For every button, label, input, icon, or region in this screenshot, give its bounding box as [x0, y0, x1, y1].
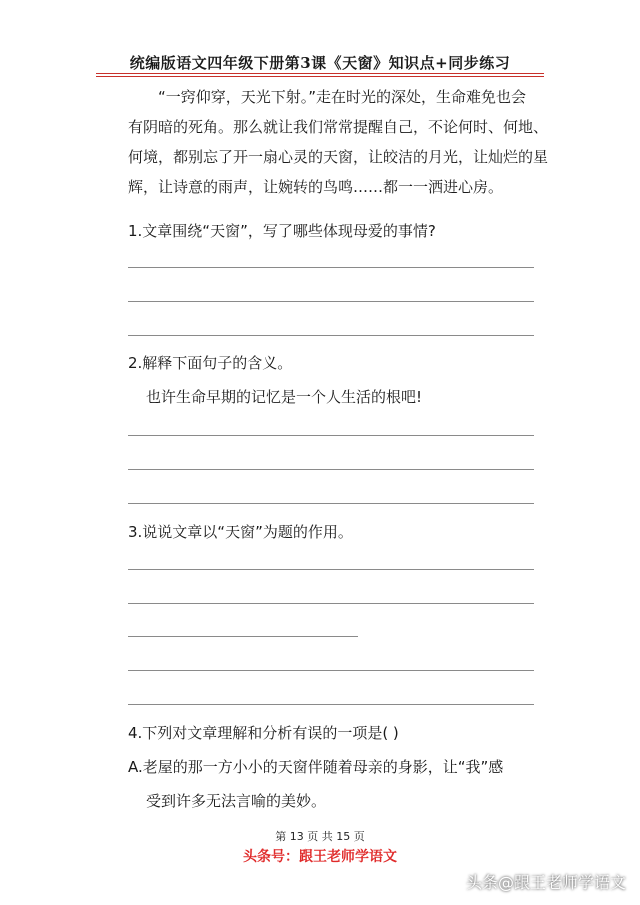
- header-rule-bottom: [96, 76, 544, 77]
- question-1: 1.文章围绕“天窗”，写了哪些体现母爱的事情?: [128, 222, 436, 240]
- passage-line: 辉，让诗意的雨声，让婉转的鸟鸣……都一一洒进心房。: [128, 178, 504, 196]
- question-4: 4.下列对文章理解和分析有误的一项是( ): [128, 724, 399, 742]
- answer-line[interactable]: [128, 569, 534, 570]
- header-rule-top: [96, 73, 544, 74]
- answer-line[interactable]: [128, 704, 534, 705]
- passage-line: “一窍仰穿，天光下射。”走在时光的深处，生命难免也会: [158, 88, 527, 106]
- source-label: 头条号：跟王老师学语文: [243, 849, 397, 865]
- answer-line[interactable]: [128, 301, 534, 302]
- answer-line[interactable]: [128, 636, 358, 637]
- answer-line[interactable]: [128, 435, 534, 436]
- watermark: 头条@跟王老师学语文: [465, 873, 626, 892]
- question-4-option-a-cont: 受到许多无法言喻的美妙。: [146, 792, 327, 810]
- question-4-option-a: A.老屋的那一方小小的天窗伴随着母亲的身影，让“我”感: [128, 758, 504, 776]
- answer-line[interactable]: [128, 469, 534, 470]
- page-number: 第 13 页 共 15 页: [275, 830, 365, 843]
- question-3: 3.说说文章以“天窗”为题的作用。: [128, 523, 353, 541]
- question-2: 2.解释下面句子的含义。: [128, 354, 293, 372]
- answer-line[interactable]: [128, 670, 534, 671]
- answer-line[interactable]: [128, 603, 534, 604]
- question-2-quote: 也许生命早期的记忆是一个人生活的根吧!: [146, 388, 423, 406]
- page-title: 统编版语文四年级下册第3课《天窗》知识点+同步练习: [129, 54, 511, 72]
- passage-line: 何境，都别忘了开一扇心灵的天窗，让皎洁的月光，让灿烂的星: [128, 148, 549, 166]
- answer-line[interactable]: [128, 335, 534, 336]
- answer-line[interactable]: [128, 267, 534, 268]
- answer-line[interactable]: [128, 503, 534, 504]
- passage: [128, 82, 558, 202]
- passage-line: 有阴暗的死角。那么就让我们常常提醒自己，不论何时、何地、: [128, 118, 549, 136]
